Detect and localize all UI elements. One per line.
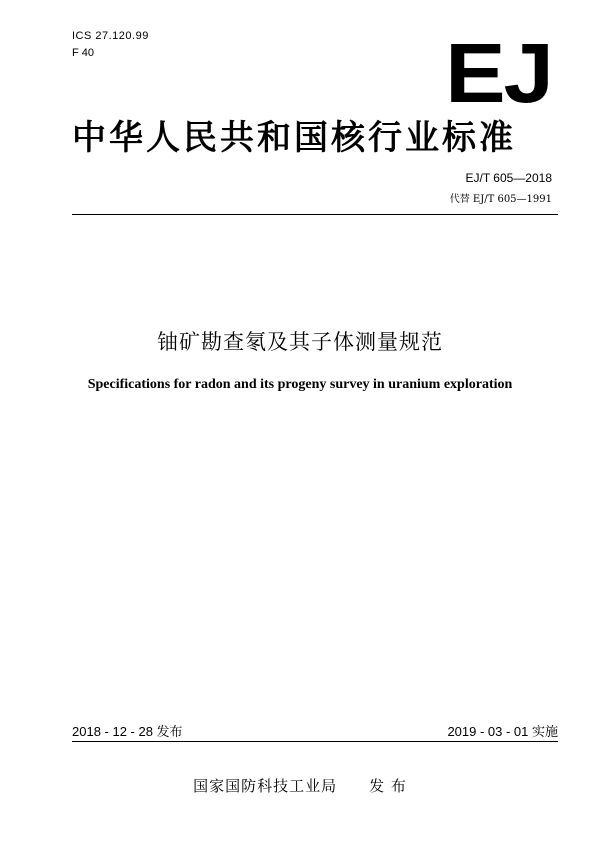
standard-logo: EJ	[445, 26, 552, 120]
issue-date: 2018 - 12 - 28 发布	[72, 724, 183, 739]
standard-number: EJ/T 605—2018	[465, 171, 552, 185]
ics-code: ICS 27.120.99	[72, 30, 149, 42]
issuing-authority-line	[0, 775, 600, 796]
issuing-authority: 国家国防科技工业局	[193, 777, 338, 795]
header-divider	[72, 214, 558, 215]
footer-divider	[72, 741, 558, 742]
standard-category-title: 中华人民共和国核行业标准	[72, 118, 516, 158]
ccs-code: F 40	[72, 47, 95, 59]
issued-label: 发 布	[369, 777, 407, 795]
document-title-english: Specifications for radon and its progeny survey in uranium exploration	[87, 377, 513, 392]
implementation-date: 2019 - 03 - 01 实施	[447, 724, 558, 739]
replaces-standard: 代替 EJ/T 605—1991	[449, 194, 552, 205]
document-title-chinese: 铀矿勘查氡及其子体测量规范	[157, 330, 443, 354]
